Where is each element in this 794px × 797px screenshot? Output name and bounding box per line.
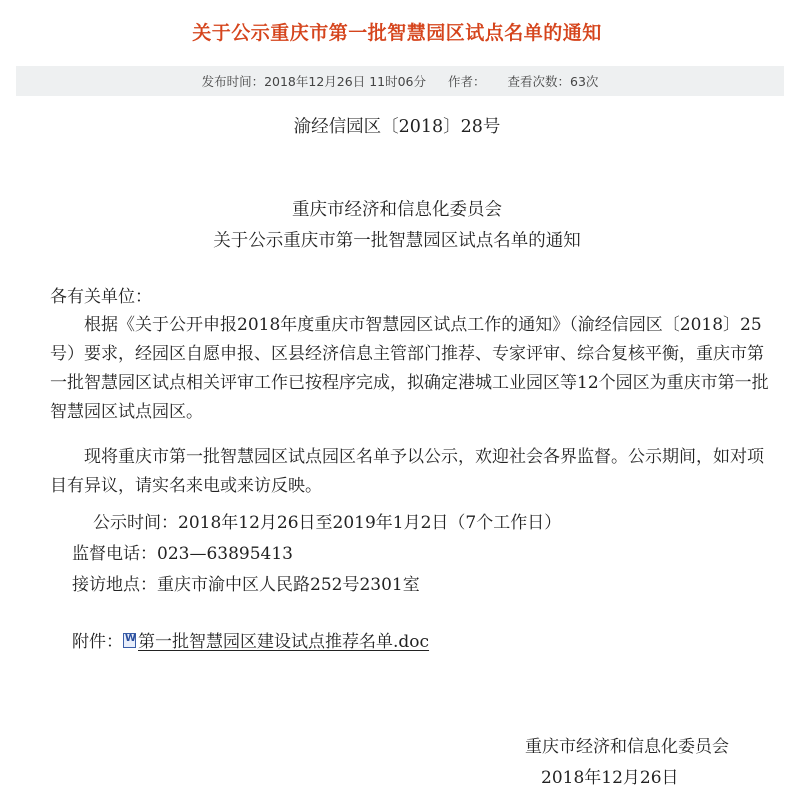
- signature-organization: 重庆市经济和信息化委员会: [525, 737, 729, 757]
- supervision-phone: 监督电话：023—63895413: [72, 544, 293, 564]
- salutation: 各有关单位：: [50, 287, 152, 307]
- notice-title: 关于公示重庆市第一批智慧园区试点名单的通知: [213, 231, 581, 251]
- attachment-link[interactable]: 第一批智慧园区建设试点推荐名单.doc: [138, 632, 430, 652]
- body-paragraph-1: 根据《关于公开申报2018年度重庆市智慧园区试点工作的通知》（渝经信园区〔2018〕25号）要求，经园区自愿申报、区县经济信息主管部门推荐、专家评审、综合复核平衡，重庆市第一批智慧园区试点相关评审工作已按程序完成，拟确定港城工业园区等12个园区为重庆市第一批智慧园区试点园区。: [50, 315, 769, 422]
- attachment-row: [72, 627, 429, 652]
- body-paragraph-2: 现将重庆市第一批智慧园区试点园区名单予以公示，欢迎社会各界监督。公示期间，如对项目有异议，请实名来电或来访反映。: [50, 447, 764, 496]
- word-document-icon: [123, 633, 136, 648]
- publish-time-label: 发布时间：: [201, 74, 265, 89]
- page-title: 关于公示重庆市第一批智慧园区试点名单的通知: [192, 22, 602, 44]
- issuer-name: 重庆市经济和信息化委员会: [292, 200, 502, 220]
- reception-address: 接访地点：重庆市渝中区人民路252号2301室: [72, 575, 420, 595]
- publish-date: 2018年12月26日: [264, 74, 366, 89]
- article-meta-bar: [16, 66, 784, 96]
- publish-time: 11时06分: [369, 74, 426, 89]
- author-label: 作者：: [448, 74, 486, 89]
- signature-date: 2018年12月26日: [541, 768, 679, 788]
- views-count: 63次: [570, 74, 599, 89]
- views-label: 查看次数：: [507, 74, 571, 89]
- publicity-period: 公示时间：2018年12月26日至2019年1月2日（7个工作日）: [93, 513, 562, 533]
- document-number: 渝经信园区〔2018〕28号: [293, 117, 501, 137]
- attachment-label: 附件：: [72, 632, 123, 652]
